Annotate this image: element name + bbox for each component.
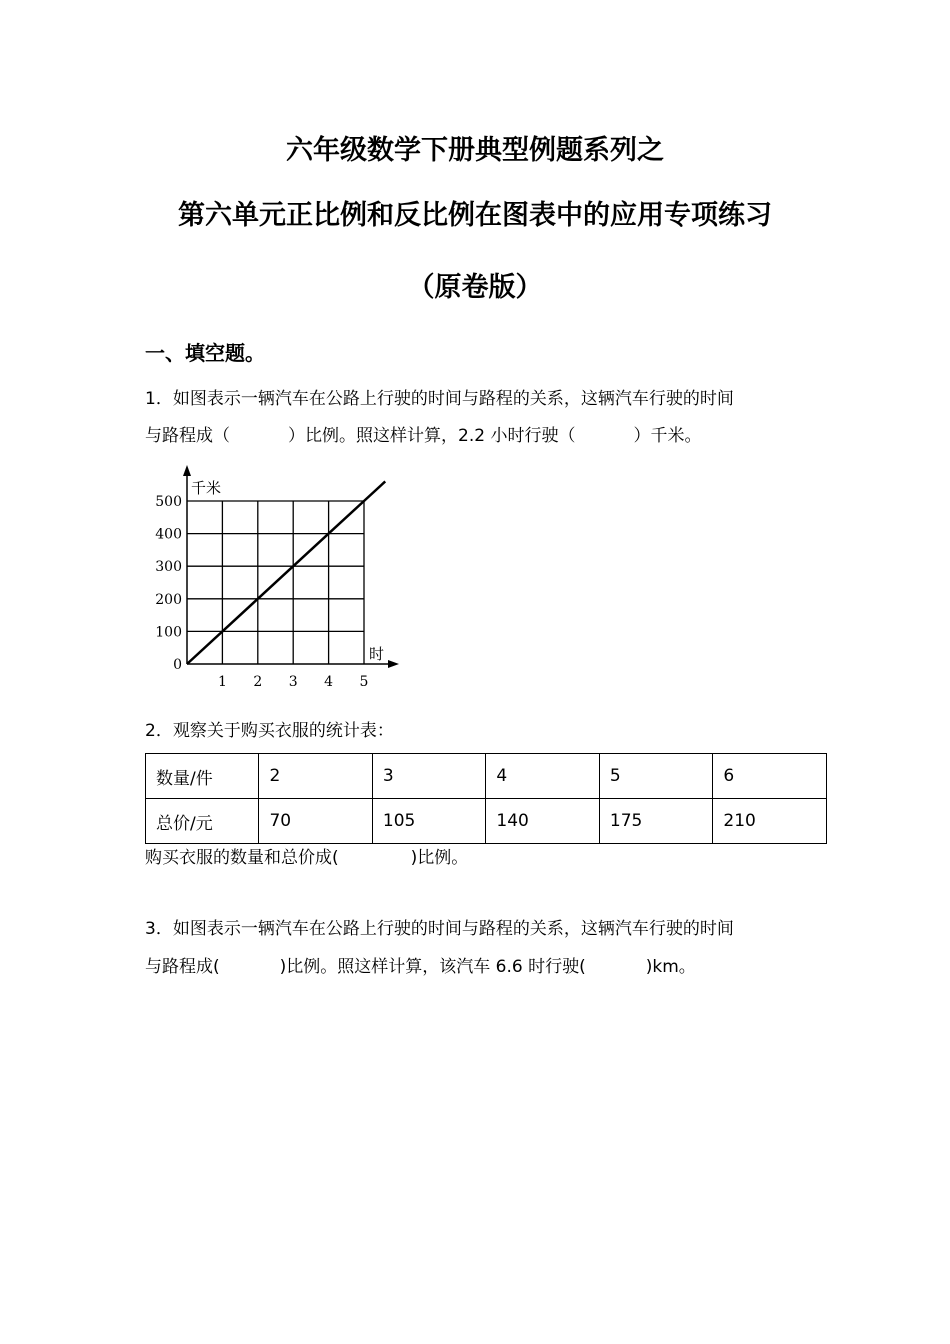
question-1-line2 xyxy=(145,426,701,446)
table-row xyxy=(146,754,827,799)
q3-text-b: )比例。照这样计算，该汽车 6.6 时行驶( xyxy=(279,957,586,977)
q1-text-b: ）比例。照这样计算，2.2 小时行驶（ xyxy=(288,426,576,446)
clothing-stats-table xyxy=(145,753,827,844)
x-tick-labels xyxy=(218,674,369,690)
question-2-intro: 2．观察关于购买衣服的统计表： xyxy=(145,721,394,741)
y-tick-label: 300 xyxy=(155,559,182,576)
y-tick-label: 200 xyxy=(155,591,182,608)
table-cell: 数量/件 xyxy=(146,754,259,799)
table-cell: 140 xyxy=(486,799,600,844)
q2-text-a: 购买衣服的数量和总价成( xyxy=(145,848,339,868)
table-cell: 175 xyxy=(599,799,713,844)
y-axis-arrow xyxy=(183,465,191,476)
question-3-line1: 3．如图表示一辆汽车在公路上行驶的时间与路程的关系，这辆汽车行驶的时间 xyxy=(145,919,734,939)
table-cell: 210 xyxy=(713,799,827,844)
y-tick-label: 500 xyxy=(155,494,182,510)
document-title-line3: （原卷版） xyxy=(407,272,543,303)
distance-time-chart xyxy=(140,462,410,692)
document-title-line2: 第六单元正比例和反比例在图表中的应用专项练习 xyxy=(178,200,772,231)
y-axis-label: 千米 xyxy=(191,479,222,497)
x-tick-label: 1 xyxy=(217,674,227,690)
table-cell: 5 xyxy=(599,754,713,799)
x-tick-label: 4 xyxy=(324,674,334,690)
x-axis-label: 时 xyxy=(369,645,385,663)
table-cell: 总价/元 xyxy=(146,799,259,844)
y-tick-label: 400 xyxy=(155,526,182,543)
q2-text-b: )比例。 xyxy=(410,848,469,868)
chart-series xyxy=(187,481,385,664)
series-line xyxy=(187,481,385,664)
q3-text-c: )km。 xyxy=(645,957,696,977)
x-tick-label: 3 xyxy=(288,674,298,690)
q1-text-a: 与路程成（ xyxy=(145,426,230,446)
table-cell: 3 xyxy=(372,754,486,799)
question-1-line1: 1．如图表示一辆汽车在公路上行驶的时间与路程的关系，这辆汽车行驶的时间 xyxy=(145,389,734,409)
table-row xyxy=(146,799,827,844)
x-axis-arrow xyxy=(388,660,399,668)
q3-text-a: 与路程成( xyxy=(145,957,220,977)
table-cell: 4 xyxy=(486,754,600,799)
q1-text-c: ）千米。 xyxy=(633,426,702,446)
table-cell: 105 xyxy=(372,799,486,844)
table-cell: 6 xyxy=(713,754,827,799)
x-tick-label: 2 xyxy=(253,674,263,690)
question-2-answer-line xyxy=(145,848,468,868)
table-cell: 2 xyxy=(259,754,372,799)
question-3-line2 xyxy=(145,957,696,977)
section-heading: 一、填空题。 xyxy=(145,341,265,365)
y-tick-labels xyxy=(155,494,182,673)
y-tick-label: 100 xyxy=(155,624,182,641)
table-cell: 70 xyxy=(259,799,372,844)
document-title-line1: 六年级数学下册典型例题系列之 xyxy=(286,135,664,166)
x-tick-label: 5 xyxy=(359,674,369,690)
y-tick-label: 0 xyxy=(173,657,182,673)
